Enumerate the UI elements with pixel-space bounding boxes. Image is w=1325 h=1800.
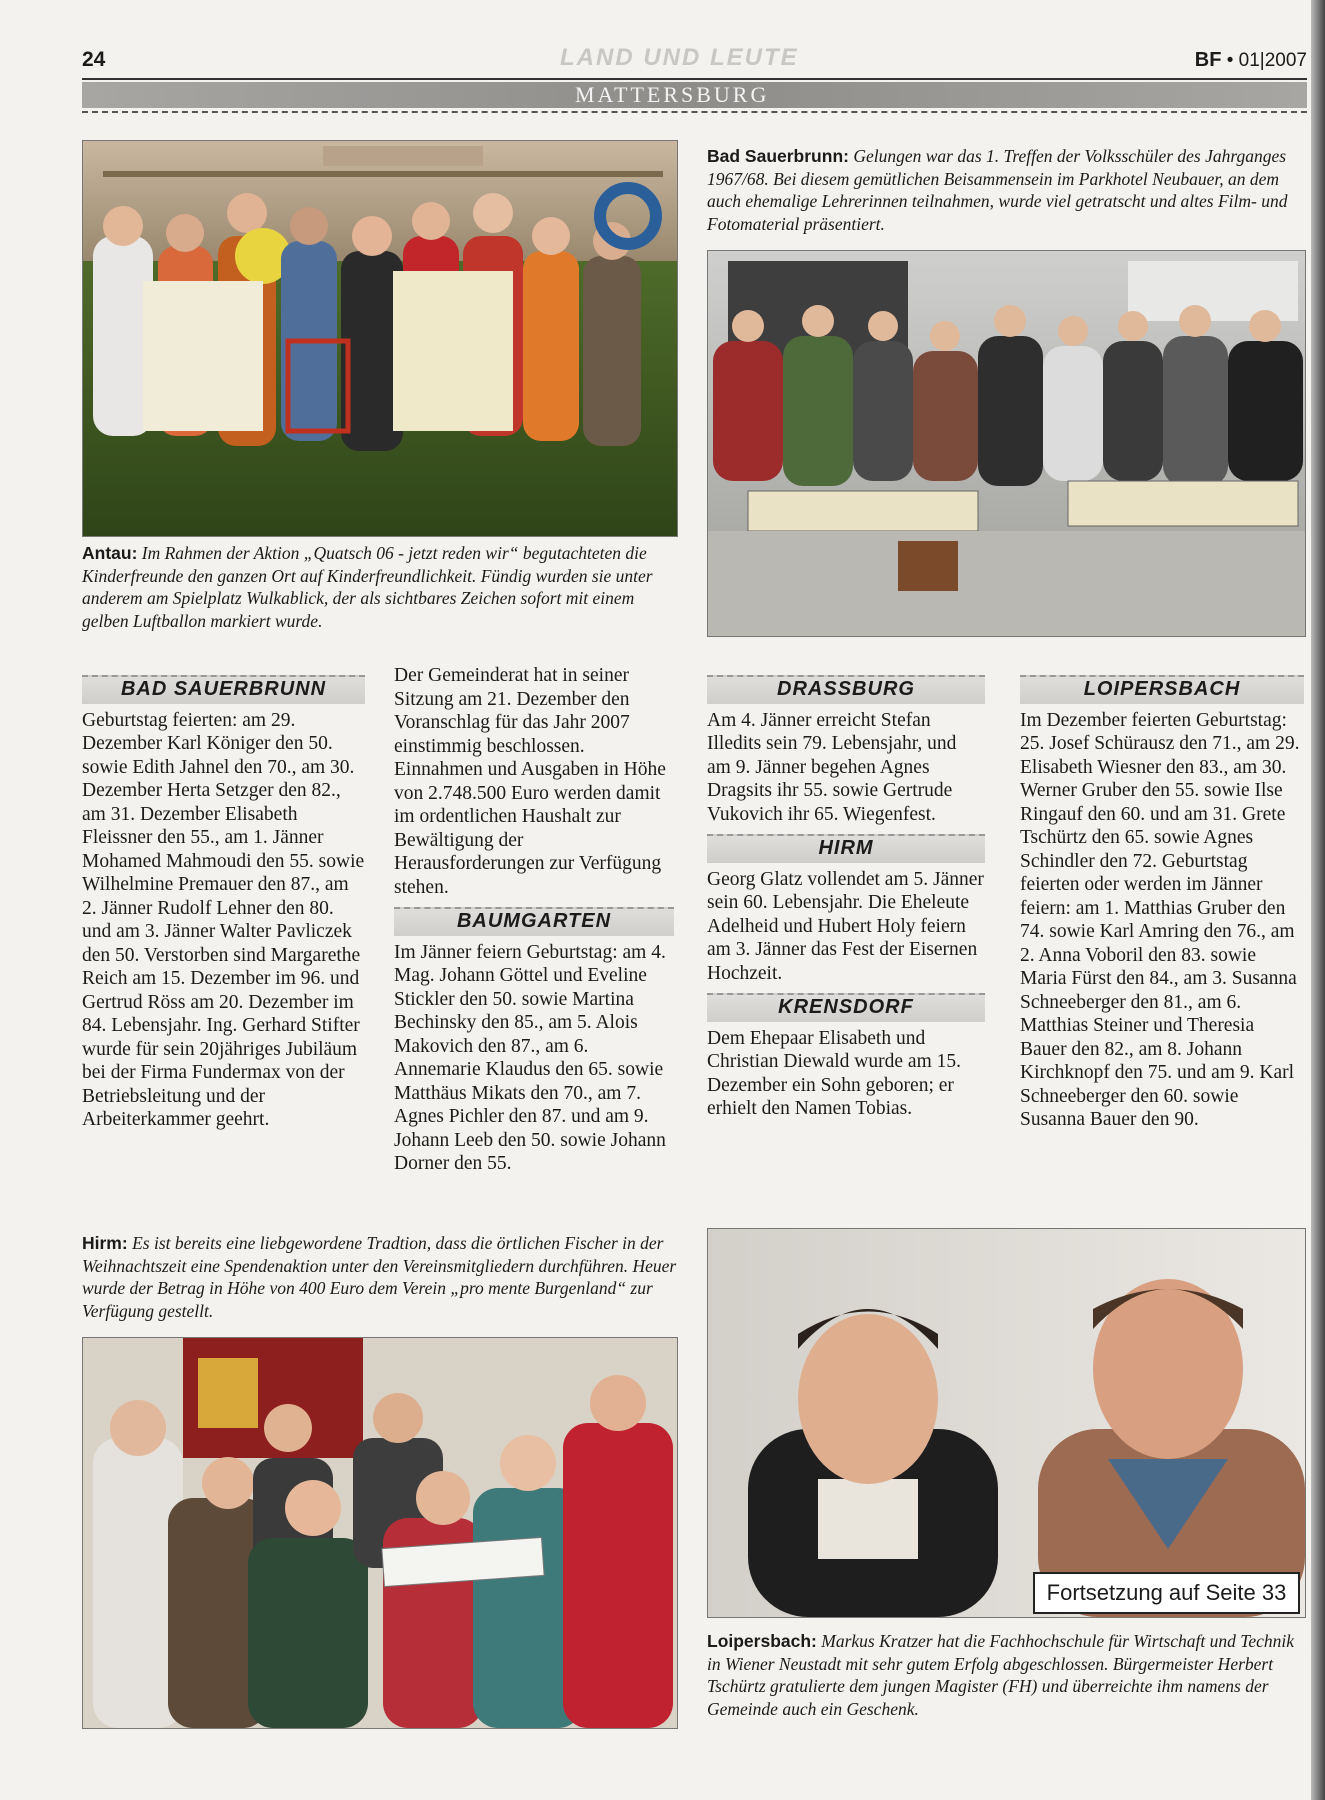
- antau-photo-image: [83, 141, 677, 536]
- publication-info: [1195, 49, 1307, 72]
- loipersbach-photo: [707, 1228, 1306, 1618]
- page-binding-edge: [1311, 0, 1325, 1800]
- caption-text-antau: Im Rahmen der Aktion „Quatsch 06 - jetzt reden wir“ begutachteten die Kinderfreunde den ganzen Ort auf Kinderfreundlichkeit. Fündig wurden sie unter anderem am Spielplatz Wulkablick, der als sichtbares Zeichen sofort mit einem gelben Luftballon markiert wurde.: [82, 543, 653, 631]
- heading-krensdorf: KRENSDORF: [707, 993, 985, 1022]
- heading-hirm: HIRM: [707, 834, 985, 863]
- continuation-box: Fortsetzung auf Seite 33: [1033, 1572, 1300, 1614]
- article-baumgarten: Im Jänner feiern Geburtstag: am 4. Mag. Johann Göttel und Eveline Stickler den 50. sowie Martina Bechinsky den 85., am 5. Alois Makovich den 87., am 6. Annemarie Klaudus den 65. sowie Matthäus Mikats den 70., am 7. Agnes Pichler den 87. und am 9. Johann Leeb den 50. sowie Johann Dorner den 55.: [394, 941, 666, 1174]
- hirm-photo-image: [83, 1338, 677, 1728]
- antau-caption: [82, 542, 682, 632]
- article-loipersbach: Im Dezember feierten Geburtstag: 25. Josef Schürausz den 71., am 29. Elisabeth Wiesner den 83., am 30. Werner Gruber den 55. sowie Ilse Ringauf den 60. und am 31. Grete Tschürtz den 65. sowie Agnes Schindler den 72. Geburtstag feierten oder werden im Jänner feiern: am 1. Matthias Gruber den 74. sowie Karl Amring den 76., am 2. Anna Voboril den 83. sowie Maria Fürst den 84., am 3. Susanna Schneeberger den 81., am 6. Matthias Steiner und Theresia Bauer den 82., am 8. Johann Kirchknopf den 75. und am 9. Karl Schneeberger den 60. sowie Susanna Bauer den 90.: [1020, 709, 1300, 1130]
- heading-bad-sauerbrunn: BAD SAUERBRUNN: [82, 675, 365, 704]
- column-drassburg: [707, 675, 985, 1121]
- reunion-photo: [707, 250, 1306, 637]
- issue-number: 01|2007: [1238, 50, 1307, 71]
- antau-photo: [82, 140, 678, 537]
- article-krensdorf: Dem Ehepaar Elisabeth und Christian Diewald wurde am 15. Dezember ein Sohn geboren; er erhielt den Namen Tobias.: [707, 1027, 961, 1119]
- caption-text-loipersbach: Markus Kratzer hat die Fachhochschule für Wirtschaft und Technik in Wiener Neustadt mit sehr gutem Erfolg abgeschlossen. Bürgermeister Herbert Tschürtz gratulierte dem jungen Magister (FH) und überreichte ihm namens der Gemeinde auch ein Geschenk.: [707, 1631, 1295, 1719]
- column-loipersbach: [1020, 675, 1304, 1132]
- heading-drassburg: DRASSBURG: [707, 675, 985, 704]
- heading-baumgarten: BAUMGARTEN: [394, 907, 674, 936]
- loipersbach-photo-image: [708, 1229, 1305, 1617]
- publication-name: BF: [1194, 49, 1222, 71]
- article-hirm: Georg Glatz vollendet am 5. Jänner sein 60. Lebensjahr. Die Eheleute Adelheid und Hubert Holy feiern am 3. Jänner das Fest der Eisernen Hochzeit.: [707, 868, 984, 984]
- header-rule: [82, 78, 1307, 80]
- column-bad-sauerbrunn: [82, 675, 365, 1132]
- article-bad-sauerbrunn: Geburtstag feierten: am 29. Dezember Karl Königer den 50. sowie Edith Jahnel den 70., am 30. Dezember Herta Setzger den 82., am 31. Dezember Elisabeth Fleissner den 55., am 1. Jänner Mohamed Mahmoudi den 55. sowie Wilhelmine Premauer den 87., am 2. Jänner Rudolf Lehner den 80. und am 3. Jänner Walter Pavliczek den 50. Verstorben sind Margarethe Reich am 15. Dezember im 96. und Gertrud Röss am 20. Dezember im 84. Lebensjahr. Ing. Gerhard Stifter wurde für sein 20jähriges Jubiläum bei der Firma Fundermax von der Betriebsleitung und der Arbeiterkammer geehrt.: [82, 709, 365, 1130]
- region-title: MATTERSBURG: [575, 82, 770, 107]
- article-gemeinderat: Der Gemeinderat hat in seiner Sitzung am 21. Dezember den Voranschlag für das Jahr 2007 einstimmig beschlossen. Einnahmen und Ausgaben in Höhe von 2.748.500 Euro werden damit im ordentlichen Haushalt zur Bewältigung der Herausforderungen zur Verfügung stehen.: [394, 665, 666, 898]
- separator-dot: •: [1226, 50, 1234, 71]
- section-title: LAND UND LEUTE: [560, 44, 799, 71]
- caption-place-bad-sauerbrunn: Bad Sauerbrunn:: [707, 146, 849, 166]
- caption-place-antau: Antau:: [82, 543, 138, 563]
- hirm-caption: [82, 1232, 682, 1322]
- page-number: 24: [82, 48, 106, 71]
- caption-text-hirm: Es ist bereits eine liebgewordene Tradtion, dass die örtlichen Fischer in der Weihnachtszeit eine Spendenaktion unter den Vereinsmitgliedern durchführen. Heuer wurde der Betrag in Höhe von 400 Euro dem Verein „pro mente Burgenland“ zur Verfügung gestellt.: [82, 1233, 677, 1321]
- hirm-photo: [82, 1337, 678, 1729]
- header-dash-rule: [82, 111, 1307, 113]
- caption-place-hirm: Hirm:: [82, 1233, 128, 1253]
- article-drassburg: Am 4. Jänner erreicht Stefan Illedits sein 79. Lebensjahr, und am 9. Jänner begehen Agnes Dragsits ihr 55. sowie Gertrude Vukovich ihr 65. Wiegenfest.: [707, 709, 957, 825]
- loipersbach-caption: [707, 1630, 1307, 1720]
- caption-text-bad-sauerbrunn: Gelungen war das 1. Treffen der Volksschüler des Jahrganges 1967/68. Bei diesem gemütlichen Beisammensein im Parkhotel Neubauer, an dem auch ehemalige Lehrerinnen teilnahmen, wurde viel getratscht und altes Film- und Fotomaterial präsentiert.: [707, 146, 1288, 234]
- caption-place-loipersbach: Loipersbach:: [707, 1631, 817, 1651]
- reunion-photo-image: [708, 251, 1305, 636]
- column-baumgarten: [394, 664, 674, 1176]
- bad-sauerbrunn-caption: [707, 145, 1302, 235]
- heading-loipersbach: LOIPERSBACH: [1020, 675, 1304, 704]
